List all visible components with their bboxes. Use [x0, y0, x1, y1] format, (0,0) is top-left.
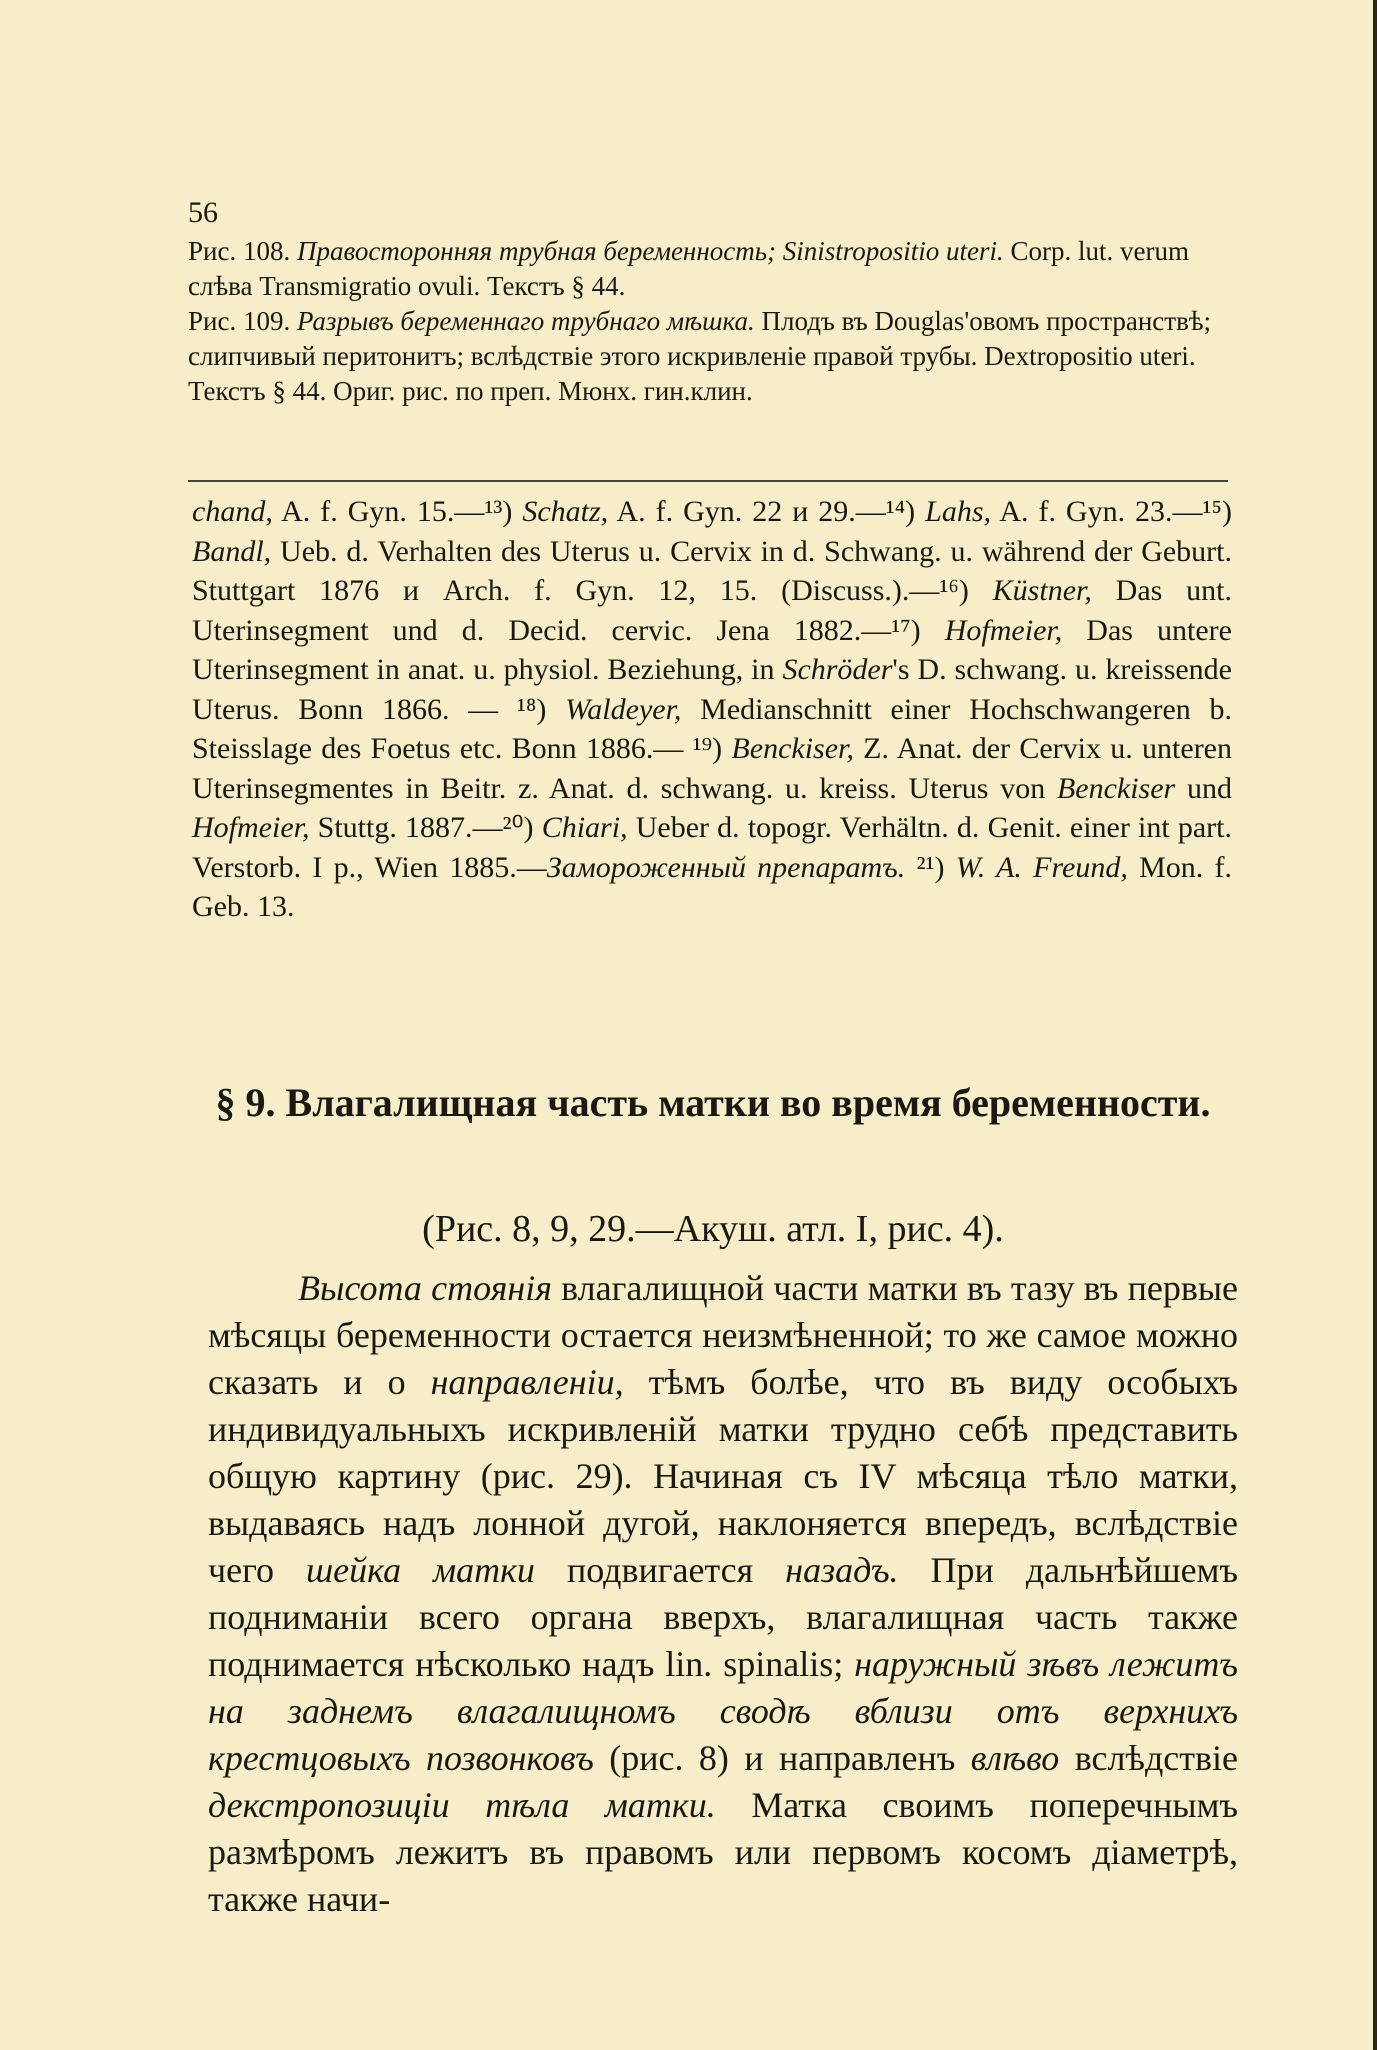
reference-author: Chiari, — [541, 811, 628, 844]
reference-text: A. f. Gyn. 15.—¹³) — [272, 495, 523, 528]
reference-author: Замороженный препаратъ. — [546, 850, 906, 884]
emphasized-text: наружный зѣвъ лежитъ на заднемъ влагалищномъ сводѣ вблизи отъ верхнихъ крестцовыхъ позвонковъ — [208, 1644, 1238, 1778]
body-text-run: При дальнѣйшемъ подниманіи всего органа вверхъ, влагалищная часть также поднимается нѣсколько надъ lin. spinalis; — [208, 1550, 1238, 1684]
reference-author: W. A. Freund, — [955, 850, 1128, 884]
reference-author: Waldeyer, — [565, 692, 682, 726]
reference-author: Benckiser — [1056, 771, 1176, 805]
caption-text: Плодъ въ Douglas'овомъ пространствѣ; слипчивый перитонитъ; вслѣдствіе этого искривленіе правой трубы. Dextropositio uteri. Текстъ § 44. Ориг. рис. по преп. Мюнх. гин.клин. — [188, 306, 1211, 406]
footnote-divider — [188, 480, 1228, 482]
figure-caption — [188, 234, 1238, 304]
caption-title: Правосторонняя трубная беременность; Sinistropositio uteri. — [296, 236, 1004, 266]
figure-caption — [188, 304, 1238, 409]
page-edge — [1373, 0, 1377, 2050]
section-heading: § 9. Влагалищная часть матки во время беременности. — [215, 1080, 1211, 1125]
reference-text: Ueb. d. Verhalten des Uterus u. Cervix in d. Schwang. u. während der Geburt. Stuttgart 1876 и Arch. f. Gyn. 12, 15. (Discuss.).—¹⁶) — [192, 534, 1232, 607]
reference-text: und — [1175, 771, 1232, 805]
caption-text: Corp. lut. verum слѣва Transmigratio ovuli. Текстъ § 44. — [188, 236, 1189, 301]
reference-text: Das unt. Uterinsegment und d. Decid. cervic. Jena 1882.—¹⁷) — [192, 574, 1232, 647]
body-text-run: Матка своимъ поперечнымъ размѣромъ лежитъ въ правомъ или первомъ косомъ діаметрѣ, также начи- — [208, 1785, 1238, 1919]
section-figure-reference: (Рис. 8, 9, 29.—Акуш. атл. I, рис. 4). — [422, 1208, 1004, 1250]
caption-label: Рис. 109. — [188, 306, 291, 336]
caption-label: Рис. 108. — [188, 236, 291, 266]
reference-author: Hofmeier, — [944, 613, 1063, 647]
reference-text: Das untere Uterinsegment in anat. u. physiol. Beziehung, in — [192, 613, 1232, 686]
reference-text: Medianschnitt einer Hochschwangeren b. Steisslage des Foetus etc. Bonn 1886.— ¹⁹) — [192, 692, 1232, 765]
body-text-run: тѣмъ болѣе, что въ виду особыхъ индивидуальныхъ искривленій матки трудно себѣ представить общую картину (рис. 29). Начиная съ IV мѣсяца тѣло матки, выдаваясь надъ лонной дугой, наклоняется впередъ, вслѣдствіе чего — [208, 1362, 1238, 1590]
emphasized-text: декстропозиціи тѣла матки. — [208, 1785, 716, 1825]
reference-text: Stuttg. 1887.—²⁰) — [309, 811, 542, 844]
reference-author: Lahs, — [925, 495, 991, 528]
reference-text: Z. Anat. der Cervix u. unteren Uterinsegmentes in Beitr. z. Anat. d. schwang. u. kreiss. Uterus von — [192, 732, 1232, 805]
caption-title: Разрывъ беременнаго трубнаго мѣшка. — [296, 306, 755, 336]
reference-author: Küstner, — [992, 574, 1092, 607]
body-paragraph — [208, 1265, 1238, 1923]
body-text-run: вслѣдствіе — [1059, 1738, 1238, 1778]
reference-text: Ueber d. topogr. Verhältn. d. Genit. einer int part. Verstorb. I p., Wien 1885.— — [192, 811, 1232, 884]
reference-text: A. f. Gyn. 23.—¹⁵) — [991, 495, 1232, 528]
emphasized-text: направленіи, — [430, 1362, 624, 1402]
reference-author: chand, — [192, 495, 273, 528]
reference-text: ²¹) — [905, 850, 956, 884]
reference-author: Benckiser, — [731, 732, 854, 765]
reference-author: Bandl, — [192, 534, 272, 568]
emphasized-text: назадъ. — [785, 1550, 899, 1590]
references-footnotes — [192, 492, 1232, 927]
reference-text: A. f. Gyn. 22 и 29.—¹⁴) — [608, 495, 926, 528]
page-number: 56 — [188, 196, 218, 229]
emphasized-text: влѣво — [970, 1738, 1060, 1778]
body-text-run: (рис. 8) и направленъ — [593, 1738, 971, 1778]
emphasized-text: шейка матки — [305, 1550, 535, 1590]
body-text-run: влагалищной части матки въ тазу въ первые мѣсяцы беременности остается неизмѣненной; то же самое можно сказать и о — [208, 1268, 1238, 1402]
reference-author: Schatz, — [522, 495, 609, 528]
figure-captions — [188, 234, 1238, 409]
reference-author: Hofmeier, — [192, 811, 310, 844]
reference-text: Mon. f. Geb. 13. — [192, 850, 1233, 923]
body-text-run: подвигается — [534, 1550, 786, 1590]
reference-author: Schröder — [782, 653, 893, 686]
emphasized-text: Высота стоянія — [298, 1268, 552, 1308]
reference-text: 's D. schwang. u. kreissende Uterus. Bonn 1866. — ¹⁸) — [192, 653, 1232, 726]
